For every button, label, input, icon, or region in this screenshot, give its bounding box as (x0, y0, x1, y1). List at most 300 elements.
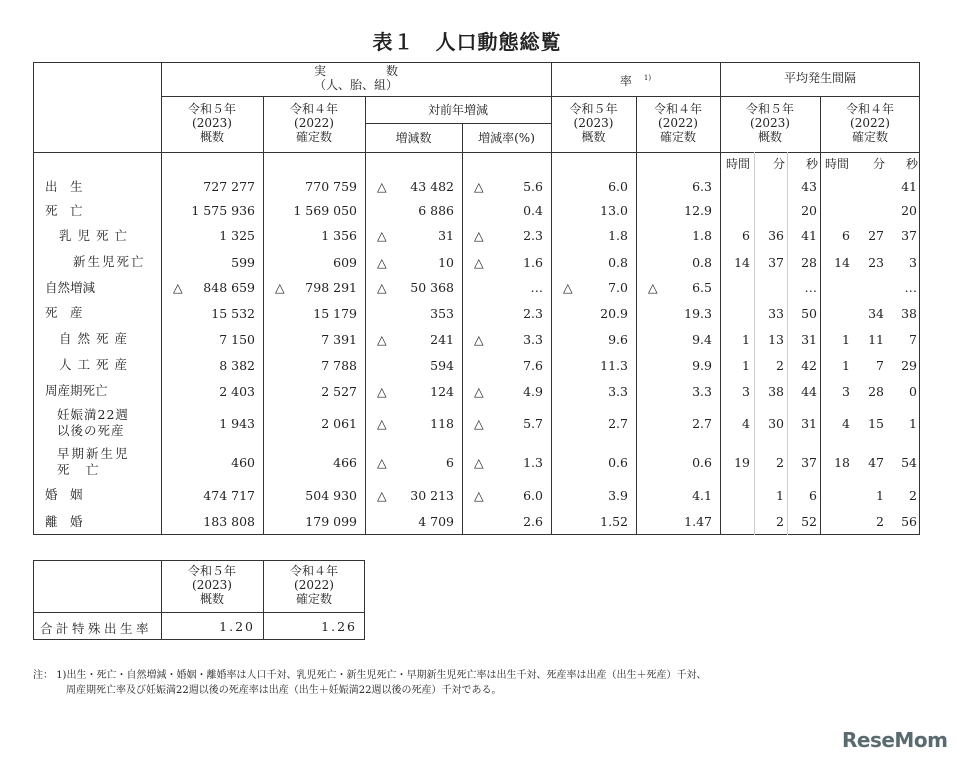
row-label (45, 275, 147, 300)
value: 2.6 (523, 514, 543, 529)
interval-cell: 1 (842, 357, 850, 373)
note-prefix: 注： (33, 670, 53, 681)
interval-cell (720, 508, 753, 535)
interval-cell: 42 (801, 357, 817, 373)
note-line-1: 1)出生・死亡・自然増減・婚姻・離婚率は人口千対、乳児死亡・新生児死亡・早期新生児死亡率は出生千対、死産率は出産（出生＋死産）千対、 (56, 670, 707, 681)
interval-cell: 29 (901, 357, 917, 373)
value: 4.1 (692, 487, 712, 503)
decrease-mark-icon: △ (563, 280, 573, 295)
interval-cell: 38 (901, 305, 917, 321)
value: 12.9 (684, 203, 712, 218)
value: 6.5 (692, 280, 712, 295)
interval-cell: 36 (768, 228, 784, 243)
value-cell (551, 222, 636, 249)
interval-cell: 3 (842, 383, 850, 399)
row-label-line: 自然増減 (45, 279, 96, 295)
interval-cell: 1 (742, 357, 750, 373)
interval-cell: 33 (768, 305, 784, 321)
value-cell (161, 326, 263, 352)
value: 8 382 (219, 357, 255, 373)
value: 3.3 (608, 383, 628, 399)
value-cell (263, 326, 365, 352)
value-cell (462, 442, 551, 482)
decrease-mark-icon: △ (275, 280, 285, 295)
decrease-mark-icon: △ (377, 228, 387, 243)
row-label (45, 199, 147, 222)
value-cell (263, 275, 365, 300)
interval-cell: 2 (776, 514, 784, 529)
value-cell (551, 249, 636, 275)
value: 0.6 (608, 454, 628, 470)
interval-cell: 0 (909, 383, 917, 399)
decrease-mark-icon: △ (474, 179, 484, 194)
value-cell (462, 199, 551, 222)
interval-cell: 44 (801, 383, 817, 399)
interval-cell: 37 (901, 228, 917, 243)
value-cell (263, 199, 365, 222)
interval-cell (820, 508, 853, 535)
header-rate-2022: 令和４年 (2022) 確定数 (653, 102, 702, 144)
interval-cell: 13 (768, 331, 784, 347)
row-label (45, 300, 147, 326)
value: 1.3 (523, 454, 543, 470)
value: 474 717 (203, 487, 255, 503)
value-cell (462, 404, 551, 442)
header-diff-rate: 増減率(%) (478, 131, 535, 145)
interval-cell: 14 (734, 254, 750, 270)
value: 0.6 (692, 454, 712, 470)
row-label-line: 以後の死産 (57, 423, 125, 438)
value: 13.0 (600, 203, 628, 218)
table-row (33, 249, 920, 275)
interval-cell: 2 (876, 514, 884, 529)
value-cell (161, 199, 263, 222)
value: 7 788 (321, 357, 357, 373)
value-cell (551, 442, 636, 482)
value-cell (636, 174, 720, 199)
value: 7 150 (219, 331, 255, 347)
footnote (33, 668, 706, 698)
decrease-mark-icon: △ (474, 254, 484, 270)
value-cell (263, 300, 365, 326)
value: 1.8 (692, 228, 712, 243)
unit-seconds: 秒 (905, 157, 918, 171)
interval-cell: 31 (801, 415, 817, 431)
decrease-mark-icon: △ (474, 415, 484, 431)
value: 124 (430, 383, 454, 399)
interval-cell: 1 (909, 415, 917, 431)
value: 20.9 (600, 305, 628, 321)
value-cell (551, 352, 636, 378)
value: 7 391 (321, 331, 357, 347)
value-cell (551, 199, 636, 222)
value: 4 709 (418, 514, 454, 529)
interval-cell: 1 (776, 487, 784, 503)
value-cell (551, 174, 636, 199)
header-rate: 率 $^{1)}$ (619, 74, 652, 88)
decrease-mark-icon: △ (377, 415, 387, 431)
value: 1 943 (219, 415, 255, 431)
value-cell (551, 378, 636, 404)
interval-cell: 20 (801, 203, 817, 218)
decrease-mark-icon: △ (377, 280, 387, 295)
interval-cell: 4 (842, 415, 850, 431)
value-cell (636, 404, 720, 442)
value-cell (636, 442, 720, 482)
row-label-line: 死 産 (45, 305, 83, 320)
page-title: 表１ 人口動態総覧 (372, 30, 562, 54)
value: 7.6 (523, 357, 543, 373)
value-cell (263, 482, 365, 508)
value: 19.3 (684, 305, 712, 321)
table-row (33, 442, 920, 482)
row-label-line: 出 生 (45, 178, 83, 194)
value-cell (636, 199, 720, 222)
unit-minutes: 分 (772, 157, 785, 171)
value-cell (636, 378, 720, 404)
value: 5.7 (523, 415, 543, 431)
unit-seconds: 秒 (805, 157, 818, 171)
interval-cell: 4 (742, 415, 750, 431)
value-cell (636, 482, 720, 508)
value-cell (636, 275, 720, 300)
interval-cell: 41 (801, 228, 817, 243)
row-label (45, 508, 147, 535)
unit-hours: 時間 (725, 157, 750, 171)
value: 50 368 (410, 280, 454, 295)
header-actual-2023: 令和５年 (2023) 概数 (187, 102, 236, 144)
value: 241 (430, 331, 454, 347)
decrease-mark-icon: △ (474, 487, 484, 503)
value-cell (462, 275, 551, 300)
value: 1 325 (219, 228, 255, 243)
value: 1 356 (321, 228, 357, 243)
interval-cell: 7 (909, 331, 917, 347)
interval-cell (853, 199, 887, 222)
value: 179 099 (305, 514, 357, 529)
row-label-line: 乳児死亡 (59, 227, 134, 243)
interval-cell: 28 (868, 383, 884, 399)
interval-cell (720, 174, 753, 199)
value: 4.9 (523, 383, 543, 399)
interval-cell: 43 (801, 179, 817, 194)
interval-cell (820, 275, 853, 300)
value: 31 (438, 228, 454, 243)
value-cell (161, 442, 263, 482)
interval-cell: 28 (801, 254, 817, 270)
value: 798 291 (305, 280, 357, 295)
value-cell (263, 442, 365, 482)
interval-cell: 3 (742, 383, 750, 399)
value: 599 (231, 254, 255, 270)
value: 1 569 050 (293, 203, 357, 218)
value-cell (551, 326, 636, 352)
decrease-mark-icon: △ (474, 454, 484, 470)
value: 183 808 (203, 514, 255, 529)
value: 353 (430, 305, 454, 321)
value: 118 (430, 415, 454, 431)
value-cell (462, 174, 551, 199)
interval-cell: 1 (842, 331, 850, 347)
value-cell (365, 275, 462, 300)
value: 15 532 (211, 305, 255, 321)
interval-cell: … (804, 280, 817, 295)
note-line-2: 周産期死亡率及び妊娠満22週以後の死産率は出産（出生＋妊娠満22週以後の死産）千対である。 (66, 685, 502, 696)
value-cell (365, 482, 462, 508)
value-cell (462, 352, 551, 378)
value: 0.8 (692, 254, 712, 270)
interval-cell: 6 (742, 228, 750, 243)
value-cell (365, 300, 462, 326)
value: 6 886 (418, 203, 454, 218)
interval-cell: 14 (834, 254, 850, 270)
decrease-mark-icon: △ (648, 280, 658, 295)
decrease-mark-icon: △ (474, 383, 484, 399)
value: 1.47 (684, 514, 712, 529)
row-label-line: 自然死産 (59, 331, 134, 346)
value-cell (263, 508, 365, 535)
interval-cell: 19 (734, 454, 750, 470)
value-cell (263, 352, 365, 378)
value: 2 403 (219, 383, 255, 399)
table-row (33, 222, 920, 249)
interval-cell: 56 (901, 514, 917, 529)
value-cell (161, 378, 263, 404)
value-cell (636, 508, 720, 535)
value-cell (161, 404, 263, 442)
value-cell (462, 508, 551, 535)
interval-cell: 54 (901, 454, 917, 470)
value-cell (161, 508, 263, 535)
value-cell (462, 222, 551, 249)
row-label (45, 378, 147, 404)
value-cell (636, 300, 720, 326)
interval-cell: 2 (909, 487, 917, 503)
tfr-2023: 1.20 (219, 619, 255, 634)
row-label-line: 妊娠満22週 (57, 407, 129, 422)
value: 2 527 (321, 383, 357, 399)
value: 770 759 (305, 179, 357, 194)
interval-cell (820, 174, 853, 199)
table-row (33, 404, 920, 442)
unit-hours: 時間 (824, 157, 849, 171)
interval-cell: 50 (801, 305, 817, 321)
divider (33, 612, 365, 613)
value-cell (263, 378, 365, 404)
value-cell (365, 222, 462, 249)
table-row (33, 174, 920, 199)
interval-cell (720, 482, 753, 508)
table-row (33, 378, 920, 404)
decrease-mark-icon: △ (377, 331, 387, 347)
row-label (45, 174, 147, 199)
interval-cell (720, 300, 753, 326)
header-diff: 増減数 (395, 131, 432, 145)
header-interval-2023: 令和５年 (2023) 概数 (745, 102, 794, 144)
header-interval-2022: 令和４年 (2022) 確定数 (845, 102, 894, 144)
header-interval: 平均発生間隔 (783, 71, 856, 85)
value: 30 213 (410, 487, 454, 503)
value-cell (551, 508, 636, 535)
row-label-line: 周産期死亡 (45, 383, 108, 398)
value-cell (365, 249, 462, 275)
interval-cell: 1 (742, 331, 750, 347)
decrease-mark-icon: △ (377, 179, 387, 194)
interval-cell: 30 (768, 415, 784, 431)
value-cell (365, 174, 462, 199)
interval-cell: 6 (809, 487, 817, 503)
row-label (59, 326, 147, 352)
value: … (530, 280, 543, 295)
value-cell (365, 378, 462, 404)
value: 1.52 (600, 514, 628, 529)
row-label-line: 死 亡 (45, 202, 83, 218)
interval-cell (820, 300, 853, 326)
value-cell (462, 300, 551, 326)
value: 6.3 (692, 179, 712, 194)
value-cell (365, 352, 462, 378)
interval-cell: 7 (876, 357, 884, 373)
decrease-mark-icon: △ (377, 487, 387, 503)
value-cell (161, 300, 263, 326)
interval-cell: 41 (901, 179, 917, 194)
value-cell (263, 249, 365, 275)
value: 1.6 (523, 254, 543, 270)
value-cell (551, 275, 636, 300)
row-label-line: 死 亡 (57, 462, 101, 477)
value-cell (263, 404, 365, 442)
divider (161, 96, 920, 97)
interval-cell (853, 275, 887, 300)
interval-cell: 37 (768, 254, 784, 270)
row-label (57, 442, 147, 482)
value: 10 (438, 254, 454, 270)
value: 5.6 (523, 179, 543, 194)
interval-cell (754, 199, 787, 222)
table-row (33, 326, 920, 352)
value-cell (161, 275, 263, 300)
value: 609 (333, 254, 357, 270)
interval-cell: 27 (868, 228, 884, 243)
value-cell (365, 508, 462, 535)
tfr-label: 合計特殊出生率 (40, 621, 153, 636)
value: 727 277 (203, 179, 255, 194)
interval-cell (720, 275, 753, 300)
value: 6.0 (608, 179, 628, 194)
value-cell (636, 249, 720, 275)
row-label-line: 新生児死亡 (73, 254, 146, 269)
interval-cell: 2 (776, 357, 784, 373)
interval-cell (820, 482, 853, 508)
value: 3.3 (692, 383, 712, 399)
interval-cell: 47 (868, 454, 884, 470)
value-cell (636, 326, 720, 352)
value-cell (161, 222, 263, 249)
interval-cell (853, 174, 887, 199)
value: 9.6 (608, 331, 628, 347)
header-rate-2023: 令和５年 (2023) 概数 (569, 102, 618, 144)
divider (365, 123, 551, 124)
value-cell (636, 352, 720, 378)
header-yoy: 対前年増減 (427, 103, 488, 117)
value: 6 (446, 454, 454, 470)
interval-cell: 37 (801, 454, 817, 470)
row-label (45, 482, 147, 508)
decrease-mark-icon: △ (377, 454, 387, 470)
value-cell (161, 249, 263, 275)
interval-cell (720, 199, 753, 222)
decrease-mark-icon: △ (377, 383, 387, 399)
interval-cell: 3 (909, 254, 917, 270)
value-cell (462, 326, 551, 352)
table-row (33, 352, 920, 378)
interval-cell: 11 (868, 331, 884, 347)
interval-cell: 2 (776, 454, 784, 470)
decrease-mark-icon: △ (377, 254, 387, 270)
interval-cell: 34 (868, 305, 884, 321)
value: 466 (333, 454, 357, 470)
value-cell (263, 222, 365, 249)
value: 1 575 936 (191, 203, 255, 218)
decrease-mark-icon: △ (474, 331, 484, 347)
value-cell (365, 442, 462, 482)
tfr-2022: 1.26 (321, 619, 357, 634)
value: 15 179 (313, 305, 357, 321)
interval-cell (754, 174, 787, 199)
value-cell (551, 404, 636, 442)
tfr-header-2023: 令和５年 (2023) 概数 (187, 564, 236, 606)
value: 11.3 (600, 357, 628, 373)
row-label-line: 早期新生児 (57, 446, 130, 461)
row-label (59, 222, 147, 249)
interval-cell: 52 (801, 514, 817, 529)
row-label-line: 離 婚 (45, 513, 83, 529)
value: 7.0 (608, 280, 628, 295)
table-row (33, 508, 920, 535)
value: 594 (430, 357, 454, 373)
value: 2.7 (608, 415, 628, 431)
table-row (33, 482, 920, 508)
value-cell (551, 300, 636, 326)
value: 504 930 (305, 487, 357, 503)
interval-cell: 20 (901, 203, 917, 218)
interval-cell: 31 (801, 331, 817, 347)
row-label-line: 婚 姻 (45, 487, 83, 502)
value: 2.3 (523, 305, 543, 321)
value-cell (551, 482, 636, 508)
row-label (57, 404, 147, 442)
table-row (33, 199, 920, 222)
value: 460 (231, 454, 255, 470)
table-row (33, 300, 920, 326)
value-cell (161, 482, 263, 508)
value: 9.9 (692, 357, 712, 373)
row-label (73, 249, 147, 275)
table-row (33, 275, 920, 300)
interval-cell (754, 275, 787, 300)
value-cell (636, 222, 720, 249)
value: 0.8 (608, 254, 628, 270)
interval-cell: 23 (868, 254, 884, 270)
interval-cell: 6 (842, 228, 850, 243)
value: 0.4 (523, 203, 543, 218)
value-cell (462, 249, 551, 275)
value: 848 659 (203, 280, 255, 295)
value-cell (263, 174, 365, 199)
interval-cell: 1 (876, 487, 884, 503)
value-cell (161, 174, 263, 199)
value: 6.0 (523, 487, 543, 503)
